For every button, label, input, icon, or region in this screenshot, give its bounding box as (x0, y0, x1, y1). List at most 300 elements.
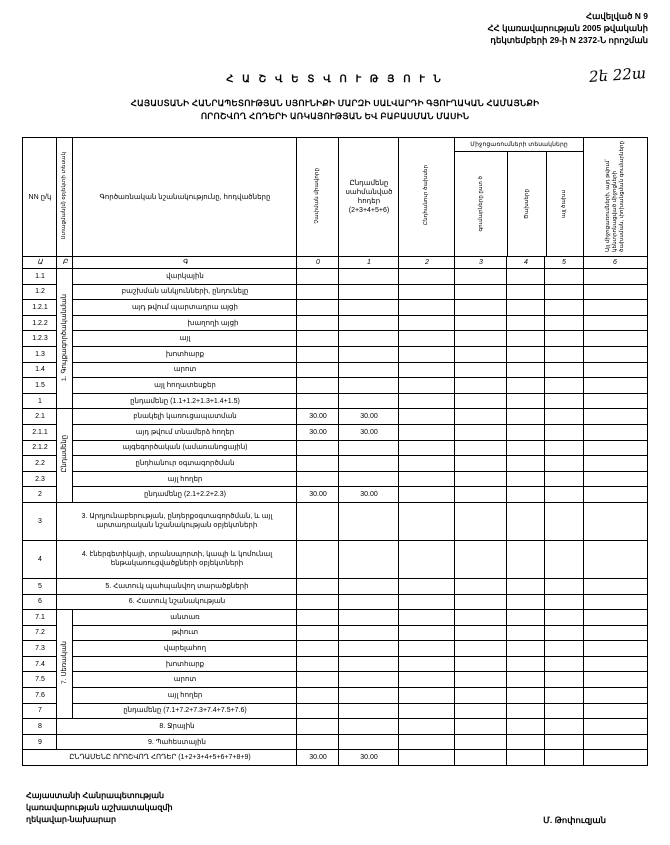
row-c4 (455, 362, 507, 378)
row-c3 (399, 487, 455, 503)
row-total (339, 688, 399, 704)
row-c4 (455, 284, 507, 300)
row-c7 (583, 641, 647, 657)
title-subtitle-line-1: ՀԱՅԱՍՏԱՆԻ ՀԱՆՐԱՊԵՏՈՒԹՅԱՆ ՍՅՈՒՆԻՔԻ ՄԱՐԶԻ ՍԱԼՎԱՐԴԻ ԳՅՈՒՂԱԿԱՆ ՀԱՄԱՅՆՔԻ (130, 98, 540, 108)
row-c6 (545, 688, 583, 704)
row-nn: 7.1 (23, 610, 57, 626)
row-label: խաղողի այցի (73, 315, 297, 331)
col-header-used-total-label: Ընդհանուր ծախսեր (423, 165, 430, 226)
row-c5 (507, 393, 545, 409)
row-unit: 30.00 (297, 409, 339, 425)
row-c4 (455, 269, 507, 285)
row-c3 (399, 269, 455, 285)
table-row (23, 594, 647, 610)
colnum-6: 6 (583, 257, 647, 269)
row-nn: 7.6 (23, 688, 57, 704)
row-c3 (399, 315, 455, 331)
row-total (339, 284, 399, 300)
col-header-col4-label: Ծախսերը (523, 189, 530, 219)
table-row (23, 456, 647, 472)
row-unit (297, 440, 339, 456)
col-header-col4 (508, 152, 547, 256)
row-c3 (399, 625, 455, 641)
col-header-col6 (583, 138, 647, 257)
document-footer (0, 790, 640, 826)
row-c7 (583, 471, 647, 487)
row-c5 (507, 487, 545, 503)
table-grand-total-row (23, 750, 647, 766)
row-nn: 6 (23, 594, 57, 610)
row-c3 (399, 734, 455, 750)
title-subtitle-line-2: ՈՐՈՇՎՈՂ ՀՈԴԵՐԻ ԱՌԿԱՅՈՒԹՅԱՆ ԵՎ ԲԱԲԱՍՄԱՆ ՄԱՍԻՆ (200, 111, 470, 121)
col-header-col5 (547, 152, 582, 256)
col-header-nn: NN ը/կ (23, 138, 57, 257)
row-c3 (399, 688, 455, 704)
row-total (339, 300, 399, 316)
row-c6 (545, 540, 583, 578)
row-c5 (507, 362, 545, 378)
row-c7 (583, 331, 647, 347)
row-nn: 1.2.3 (23, 331, 57, 347)
row-unit (297, 610, 339, 626)
row-label: խոտհարք (73, 656, 297, 672)
row-c6 (545, 456, 583, 472)
table-row (23, 672, 647, 688)
grand-total-c4 (455, 750, 507, 766)
table-row-subtotal (23, 487, 647, 503)
row-c4 (455, 409, 507, 425)
row-nn: 5 (23, 578, 57, 594)
row-label: այլ հողեր (73, 471, 297, 487)
row-c5 (507, 269, 545, 285)
row-c7 (583, 269, 647, 285)
row-c5 (507, 315, 545, 331)
row-unit (297, 284, 339, 300)
grand-total-c5 (507, 750, 545, 766)
row-c6 (545, 362, 583, 378)
row-label: արոտ (73, 672, 297, 688)
row-nn: 7 (23, 703, 57, 719)
row-c5 (507, 424, 545, 440)
header-line-3: դեկտեմբերի 29-ի N 2372-Ն որոշման (490, 35, 648, 45)
row-c5 (507, 284, 545, 300)
row-c4 (455, 578, 507, 594)
row-c5 (507, 656, 545, 672)
row-c7 (583, 502, 647, 540)
row-c6 (545, 672, 583, 688)
colnum-5: 5 (545, 257, 583, 269)
table-row (23, 424, 647, 440)
row-c7 (583, 688, 647, 704)
row-total (339, 594, 399, 610)
group-label-2-text: Ընդամենը (61, 435, 69, 473)
group-label-1 (57, 269, 73, 409)
row-unit (297, 641, 339, 657)
row-c4 (455, 625, 507, 641)
handwritten-annotation: 2ե 22ա (588, 64, 647, 86)
row-label: 9. Պահեստային (57, 734, 297, 750)
row-c7 (583, 734, 647, 750)
row-c6 (545, 578, 583, 594)
row-c7 (583, 719, 647, 735)
row-nn: 1.1 (23, 269, 57, 285)
row-total (339, 315, 399, 331)
row-label: 3. Արդյունաբերության, ընդերքօգտագործման, և այլ արտադրական նշանակության օբյեկտների (57, 502, 297, 540)
row-c7 (583, 393, 647, 409)
row-total (339, 456, 399, 472)
row-c4 (455, 719, 507, 735)
row-c4 (455, 594, 507, 610)
row-c4 (455, 471, 507, 487)
footer-line-3: ղեկավար-նախարար (26, 815, 117, 825)
row-total (339, 362, 399, 378)
row-label: 4. էներգետիկայի, տրանսպորտի, կապի և կոմունալ ենթակառուցվածքների օբյեկտների (57, 540, 297, 578)
row-c3 (399, 719, 455, 735)
row-c4 (455, 456, 507, 472)
col-header-used-total (399, 138, 455, 257)
colnum-b: Բ (57, 257, 73, 269)
row-c3 (399, 456, 455, 472)
table-row (23, 362, 647, 378)
row-c7 (583, 610, 647, 626)
row-c3 (399, 610, 455, 626)
row-label: վարկային (73, 269, 297, 285)
row-nn: 7.5 (23, 672, 57, 688)
row-c3 (399, 578, 455, 594)
row-c3 (399, 362, 455, 378)
row-c5 (507, 409, 545, 425)
row-c7 (583, 487, 647, 503)
row-nn: 2.1 (23, 409, 57, 425)
row-c7 (583, 625, 647, 641)
row-c4 (455, 346, 507, 362)
report-table (22, 137, 647, 766)
row-c6 (545, 284, 583, 300)
row-c7 (583, 456, 647, 472)
row-label: ընդամենը (1.1+1.2+1.3+1.4+1.5) (73, 393, 297, 409)
row-label: 6. Հատուկ նշանակության (57, 594, 297, 610)
row-c4 (455, 734, 507, 750)
row-c5 (507, 346, 545, 362)
table-row (23, 625, 647, 641)
row-unit (297, 331, 339, 347)
header-line-1: Հավելված N 9 (586, 11, 648, 21)
row-c6 (545, 440, 583, 456)
row-unit (297, 315, 339, 331)
row-unit (297, 471, 339, 487)
footer-line-1: Հայաստանի Հանրապետության (26, 791, 165, 801)
row-c7 (583, 672, 647, 688)
row-c7 (583, 578, 647, 594)
row-label: այլ հողատեսքեր (73, 378, 297, 394)
row-c6 (545, 502, 583, 540)
row-c4 (455, 424, 507, 440)
row-total (339, 610, 399, 626)
table-row (23, 641, 647, 657)
row-c7 (583, 594, 647, 610)
row-total (339, 440, 399, 456)
row-c4 (455, 487, 507, 503)
row-nn: 7.2 (23, 625, 57, 641)
row-nn: 9 (23, 734, 57, 750)
row-total (339, 346, 399, 362)
col-header-source-label: Ստացման(մ) օբյեկտի տեսակ (61, 151, 68, 240)
row-c6 (545, 378, 583, 394)
row-c6 (545, 424, 583, 440)
col-header-col3-label: գումարները ըստ ծ (477, 176, 484, 232)
row-label: խոտհարք (73, 346, 297, 362)
colnum-1: 1 (339, 257, 399, 269)
row-total (339, 393, 399, 409)
row-label: բաշխման անկյունների, ընդունելը (73, 284, 297, 300)
row-c7 (583, 424, 647, 440)
header-line-2: ՀՀ կառավարության 2005 թվականի (487, 23, 648, 33)
colnum-3: 3 (455, 257, 507, 269)
row-label: արոտ (73, 362, 297, 378)
row-c5 (507, 594, 545, 610)
row-nn: 1.4 (23, 362, 57, 378)
row-nn: 8 (23, 719, 57, 735)
row-label: ընդհանուր օգտագործման (73, 456, 297, 472)
row-c4 (455, 703, 507, 719)
row-nn: 1.5 (23, 378, 57, 394)
group-label-2 (57, 409, 73, 503)
row-total (339, 734, 399, 750)
row-total (339, 378, 399, 394)
col-header-col5-label: այլ ծախս (561, 190, 568, 218)
row-c6 (545, 300, 583, 316)
row-label: ընդամենը (7.1+7.2+7.3+7.4+7.5+7.6) (73, 703, 297, 719)
row-c3 (399, 672, 455, 688)
row-total (339, 672, 399, 688)
grand-total-c7 (583, 750, 647, 766)
row-c3 (399, 471, 455, 487)
row-c3 (399, 502, 455, 540)
row-c6 (545, 315, 583, 331)
row-c5 (507, 578, 545, 594)
row-unit (297, 346, 339, 362)
row-c7 (583, 315, 647, 331)
row-c5 (507, 610, 545, 626)
col-header-col6-label: Այլ միջոցառումների, այդ թվում` կենտրոնացված միջոցների ծախսման, փոխանցման գումարները (604, 140, 625, 252)
table-row (23, 688, 647, 704)
row-c4 (455, 610, 507, 626)
row-nn: 7.4 (23, 656, 57, 672)
row-c3 (399, 594, 455, 610)
table-row-tall (23, 540, 647, 578)
row-c6 (545, 594, 583, 610)
row-nn: 2.3 (23, 471, 57, 487)
row-label: 5. Հատուկ պահպանվող տարածքների (57, 578, 297, 594)
row-c5 (507, 331, 545, 347)
row-total (339, 578, 399, 594)
row-label: այլ (73, 331, 297, 347)
col-header-measures-group (455, 138, 583, 257)
row-unit (297, 719, 339, 735)
row-c6 (545, 409, 583, 425)
row-c5 (507, 688, 545, 704)
row-unit (297, 688, 339, 704)
table-row (23, 656, 647, 672)
row-c5 (507, 734, 545, 750)
page-title: Հ Ա Շ Վ Ե Տ Վ Ո Ւ Թ Յ Ո Ւ Ն (226, 74, 444, 85)
grand-total-c6 (545, 750, 583, 766)
table-row-subtotal (23, 393, 647, 409)
table-header-row (23, 138, 647, 257)
table-row (23, 269, 647, 285)
row-c7 (583, 656, 647, 672)
grand-total-c3 (399, 750, 455, 766)
table-row (23, 315, 647, 331)
row-c6 (545, 346, 583, 362)
row-unit (297, 456, 339, 472)
row-c5 (507, 440, 545, 456)
row-c3 (399, 284, 455, 300)
title-block (0, 64, 670, 123)
row-unit (297, 734, 339, 750)
colnum-c: Գ (73, 257, 297, 269)
row-c3 (399, 440, 455, 456)
row-nn: 2.1.1 (23, 424, 57, 440)
row-c3 (399, 641, 455, 657)
row-nn: 1.3 (23, 346, 57, 362)
row-label: այդ թվում պարտադրա այցի (73, 300, 297, 316)
row-c6 (545, 610, 583, 626)
col-header-unit (297, 138, 339, 257)
row-c4 (455, 502, 507, 540)
row-c5 (507, 378, 545, 394)
row-total (339, 625, 399, 641)
footer-text (26, 790, 640, 826)
table-row (23, 440, 647, 456)
grand-total-label: ԸՆԴԱՄԵՆԸ ՈՐՈՇՎՈՂ ՀՈԴԵՐ (1+2+3+4+5+6+7+8+9) (23, 750, 297, 766)
row-c3 (399, 656, 455, 672)
row-total: 30.00 (339, 424, 399, 440)
row-c6 (545, 703, 583, 719)
row-label: այլ հողեր (73, 688, 297, 704)
group-label-3 (57, 610, 73, 719)
footer-line-2: կառավարության աշխատակազմի (26, 803, 173, 813)
col-header-measures-title: Միջոցառումների տեսակները (455, 138, 582, 152)
row-c6 (545, 641, 583, 657)
row-c6 (545, 625, 583, 641)
row-c4 (455, 300, 507, 316)
row-label: 8. Ջրային (57, 719, 297, 735)
row-c6 (545, 734, 583, 750)
table-row (23, 409, 647, 425)
row-c3 (399, 424, 455, 440)
row-unit (297, 393, 339, 409)
table-row-subtotal (23, 703, 647, 719)
row-c3 (399, 540, 455, 578)
row-c4 (455, 315, 507, 331)
col-header-total: Ընդամենը սահմանված հոդեր (2+3+4+5+6) (339, 138, 399, 257)
row-label: վարելահող (73, 641, 297, 657)
table-row (23, 719, 647, 735)
row-c6 (545, 487, 583, 503)
row-total: 30.00 (339, 487, 399, 503)
row-c3 (399, 409, 455, 425)
col-header-unit-label: Չափման միավորը (314, 167, 321, 224)
row-unit (297, 672, 339, 688)
row-c7 (583, 440, 647, 456)
row-nn: 3 (23, 502, 57, 540)
row-nn: 4 (23, 540, 57, 578)
table-row (23, 734, 647, 750)
row-total: 30.00 (339, 409, 399, 425)
row-c5 (507, 625, 545, 641)
row-c3 (399, 378, 455, 394)
table-row (23, 578, 647, 594)
table-row (23, 300, 647, 316)
row-total (339, 641, 399, 657)
row-c7 (583, 284, 647, 300)
table-row (23, 378, 647, 394)
row-nn: 7.3 (23, 641, 57, 657)
row-unit (297, 625, 339, 641)
row-c4 (455, 688, 507, 704)
row-c5 (507, 540, 545, 578)
row-unit (297, 578, 339, 594)
row-c5 (507, 300, 545, 316)
row-total (339, 331, 399, 347)
row-c5 (507, 456, 545, 472)
row-nn: 1.2.1 (23, 300, 57, 316)
row-nn: 1.2 (23, 284, 57, 300)
row-c6 (545, 719, 583, 735)
row-c7 (583, 540, 647, 578)
row-nn: 1.2.2 (23, 315, 57, 331)
col-header-col3 (455, 152, 508, 256)
row-c7 (583, 703, 647, 719)
row-c7 (583, 409, 647, 425)
row-unit (297, 362, 339, 378)
row-unit (297, 300, 339, 316)
table-colnum-row (23, 257, 647, 269)
row-unit (297, 656, 339, 672)
row-c6 (545, 656, 583, 672)
row-unit: 30.00 (297, 487, 339, 503)
row-c5 (507, 641, 545, 657)
row-c3 (399, 300, 455, 316)
row-c4 (455, 378, 507, 394)
row-c6 (545, 471, 583, 487)
row-c3 (399, 331, 455, 347)
row-label: անտառ (73, 610, 297, 626)
row-c3 (399, 346, 455, 362)
table-row (23, 346, 647, 362)
row-unit (297, 594, 339, 610)
table-row (23, 610, 647, 626)
colnum-0: 0 (297, 257, 339, 269)
row-total (339, 502, 399, 540)
grand-total-amount: 30.00 (339, 750, 399, 766)
colnum-4: 4 (507, 257, 545, 269)
row-c5 (507, 471, 545, 487)
table-row (23, 471, 647, 487)
row-label: ընդամենը (2.1+2.2+2.3) (73, 487, 297, 503)
table-row (23, 331, 647, 347)
row-unit: 30.00 (297, 424, 339, 440)
row-unit (297, 378, 339, 394)
row-c5 (507, 703, 545, 719)
row-c4 (455, 540, 507, 578)
document-header (0, 0, 670, 46)
row-label: թփուտ (73, 625, 297, 641)
table-row (23, 284, 647, 300)
row-unit (297, 703, 339, 719)
row-c4 (455, 656, 507, 672)
